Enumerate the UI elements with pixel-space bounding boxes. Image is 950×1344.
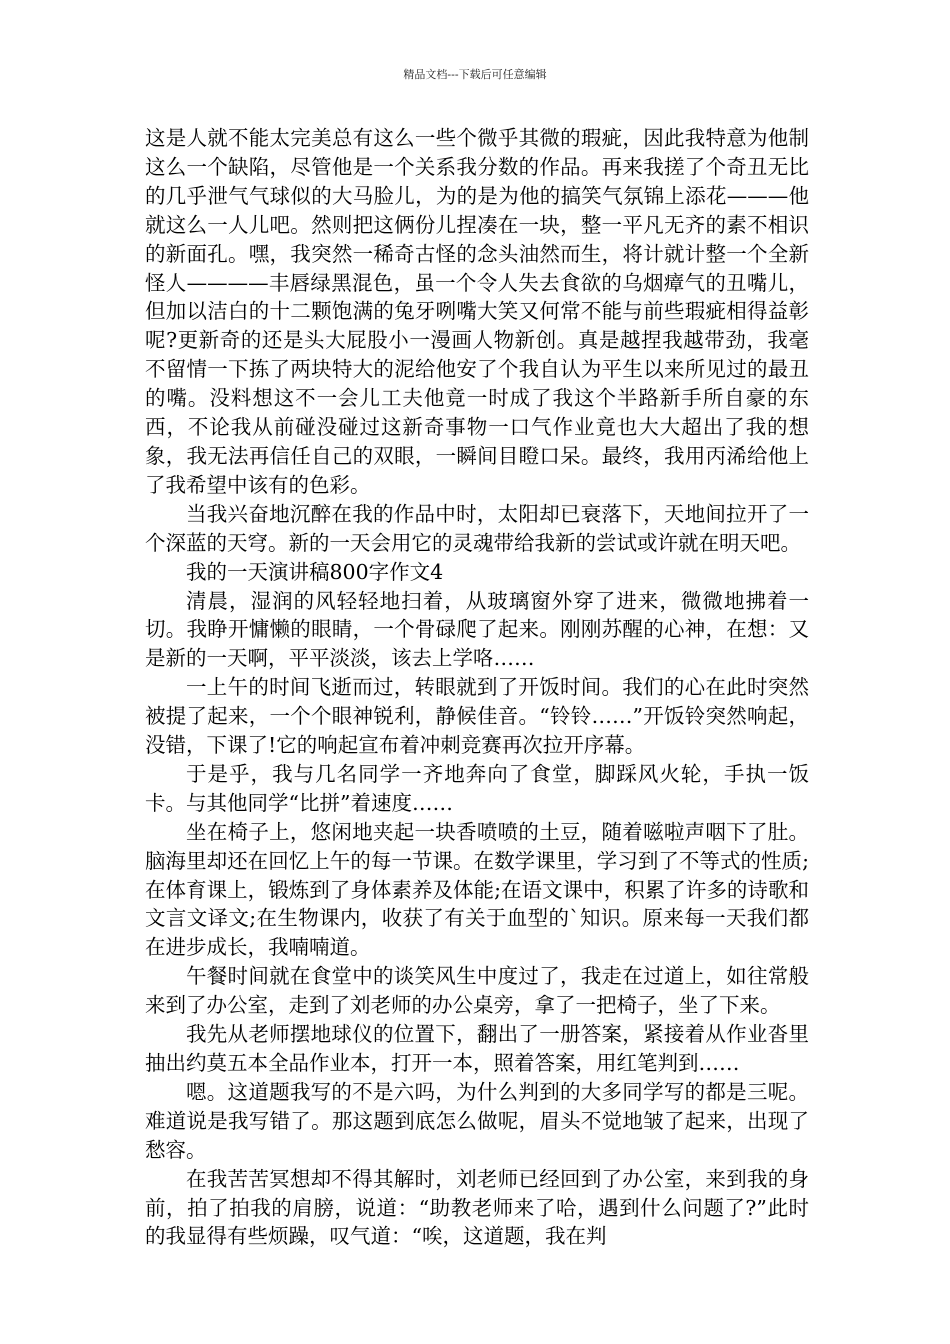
paragraph-10: 嗯。这道题我写的不是六吗，为什么判到的大多同学写的都是三呢。难道说是我写错了。那这题到底怎么做呢，眉头不觉地皱了起来，出现了愁容。 — [145, 1079, 809, 1162]
paragraph-8: 午餐时间就在食堂中的谈笑风生中度过了，我走在过道上，如往常般来到了办公室，走到了刘老师的办公桌旁，拿了一把椅子，坐了下来。 — [145, 964, 809, 1018]
paragraph-1: 这是人就不能太完美总有这么一些个微乎其微的瑕疵，因此我特意为他制这么一个缺陷，尽管他是一个关系我分数的作品。再来我搓了个奇丑无比的几乎泄气气球似的大马脸儿，为的是为他的搞笑气氛锦上添花———他就这么一人儿吧。然则把这俩份儿捏凑在一块，整一平凡无齐的素不相识的新面孔。嘿，我突然一稀奇古怪的念头油然而生，将计就计整一个全新怪人————丰唇绿黑混色，虽一个令人失去食欲的乌烟瘴气的丑嘴儿，但加以洁白的十二颗饱满的兔牙咧嘴大笑又何常不能与前些瑕疵相得益彰呢?更新奇的还是头大屁股小一漫画人物新创。真是越捏我越带劲，我毫不留情一下拣了两块特大的泥给他安了个我自认为平生以来所见过的最丑的嘴。没料想这不一会儿工夫他竟一时成了我这个半路新手所自豪的东西，不论我从前碰没碰过这新奇事物一口气作业竟也大大超出了我的想象，我无法再信任自己的双眼，一瞬间目瞪口呆。最终，我用丙浠给他上了我希望中该有的色彩。 — [145, 126, 809, 497]
paragraph-7: 坐在椅子上，悠闲地夹起一块香喷喷的土豆，随着嗞啦声咽下了肚。脑海里却还在回忆上午的每一节课。在数学课里，学习到了不等式的性质;在体育课上，锻炼到了身体素养及体能;在语文课中，积累了许多的诗歌和文言文译文;在生物课内，收获了有关于血型的`知识。原来每一天我们都在进步成长，我喃喃道。 — [145, 819, 809, 960]
section-title: 我的一天演讲稿800字作文4 — [186, 559, 444, 584]
paragraph-4: 清晨，湿润的风轻轻地扫着，从玻璃窗外穿了进来，微微地拂着一切。我睁开慵懒的眼睛，一个骨碌爬了起来。刚刚苏醒的心神，在想：又是新的一天啊，平平淡淡，该去上学咯…… — [145, 588, 809, 671]
paragraph-9: 我先从老师摆地球仪的位置下，翻出了一册答案，紧接着从作业沓里抽出约莫五本全品作业本，打开一本，照着答案，用红笔判到…… — [145, 1022, 809, 1075]
page-header: 精品文档---下载后可任意编辑 — [403, 68, 547, 81]
paragraph-2: 当我兴奋地沉醉在我的作品中时，太阳却已衰落下，天地间拉开了一个深蓝的天穹。新的一天会用它的灵魂带给我新的尝试或许就在明天吧。 — [145, 501, 809, 555]
paragraph-6: 于是乎，我与几名同学一齐地奔向了食堂，脚踩风火轮，手执一饭卡。与其他同学“比拼”着速度…… — [145, 761, 809, 815]
paragraph-11: 在我苦苦冥想却不得其解时，刘老师已经回到了办公室，来到我的身前，拍了拍我的肩膀，说道：“助教老师来了哈，遇到什么问题了?”此时的我显得有些烦躁，叹气道：“唉，这道题，我在判 — [145, 1166, 809, 1249]
paragraph-5: 一上午的时间飞逝而过，转眼就到了开饭时间。我们的心在此时突然被提了起来，一个个眼神锐利，静候佳音。“铃铃……”开饭铃突然响起，没错，下课了!它的响起宣布着冲刺竞赛再次拉开序幕。 — [145, 675, 809, 758]
document-body — [145, 124, 809, 1251]
